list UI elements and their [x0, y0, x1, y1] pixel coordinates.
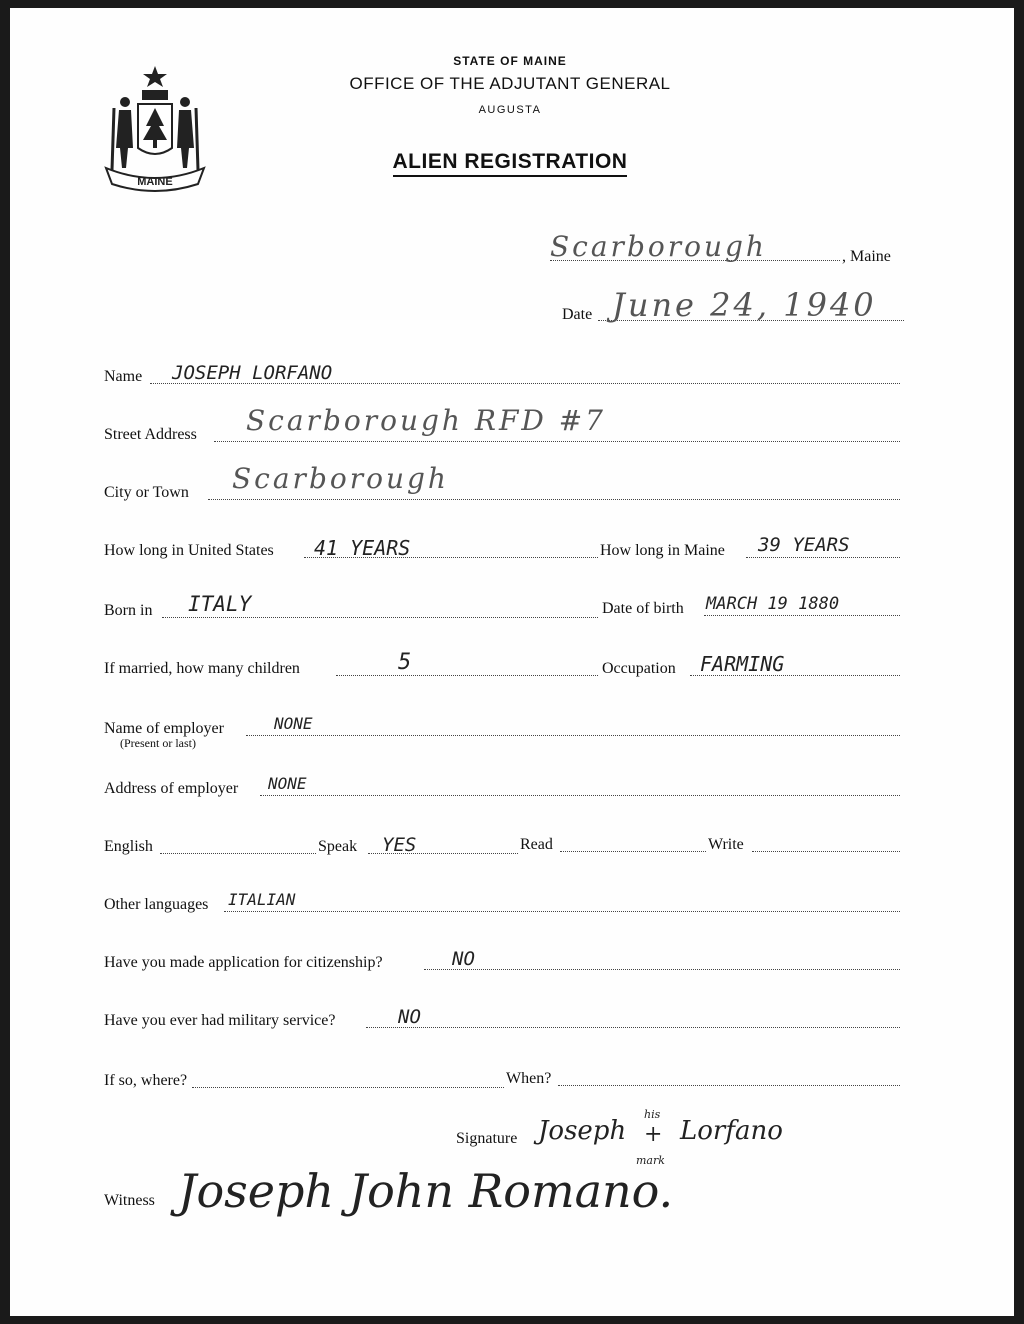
citizenship-line [424, 969, 900, 970]
born-in-label: Born in [104, 602, 153, 619]
maine-state-seal-icon [102, 64, 208, 196]
read-label: Read [520, 836, 553, 853]
seal-banner-text: MAINE [137, 176, 173, 188]
signature-last-name: Lorfano [680, 1116, 783, 1146]
employer-line [246, 735, 900, 736]
street-address-line [214, 441, 900, 442]
us-years-value: 41 YEARS [314, 536, 411, 560]
where-line [192, 1087, 504, 1088]
signature-mark-symbol: + [644, 1122, 663, 1147]
born-in-value: ITALY [188, 592, 252, 616]
employer-address-line [260, 795, 900, 796]
children-line [336, 675, 598, 676]
other-languages-value: ITALIAN [228, 890, 296, 909]
signature-mark-his: his [644, 1108, 661, 1121]
military-line [366, 1027, 900, 1028]
employer-label: Name of employer [104, 720, 224, 737]
maine-years-line [746, 557, 900, 558]
date-of-birth-line [704, 615, 900, 616]
city-label: City or Town [104, 484, 189, 501]
date-label: Date [562, 306, 593, 323]
military-value: NO [398, 1006, 421, 1028]
children-value: 5 [398, 650, 412, 675]
when-line [558, 1085, 900, 1086]
header-office: OFFICE OF THE ADJUTANT GENERAL [349, 74, 671, 93]
signature-mark-word: mark [636, 1154, 665, 1167]
city-line [208, 499, 900, 500]
city-value: Scarborough [232, 462, 449, 495]
header-state: STATE OF MAINE [453, 54, 567, 68]
write-label: Write [708, 836, 744, 853]
date-of-birth-label: Date of birth [602, 600, 684, 617]
name-label: Name [104, 368, 143, 385]
town-handwritten: Scarborough [550, 230, 767, 263]
other-languages-line [224, 911, 900, 912]
maine-years-value: 39 YEARS [758, 534, 850, 556]
witness-label: Witness [104, 1192, 155, 1209]
date-handwritten: June 24, 1940 [612, 286, 877, 324]
maine-years-label: How long in Maine [600, 542, 725, 559]
us-years-label: How long in United States [104, 542, 274, 559]
occupation-label: Occupation [602, 660, 676, 677]
citizenship-label: Have you made application for citizenship? [104, 954, 383, 971]
military-label: Have you ever had military service? [104, 1012, 336, 1029]
english-line [160, 853, 316, 854]
where-label: If so, where? [104, 1072, 188, 1089]
employer-sublabel: (Present or last) [120, 736, 196, 750]
other-languages-label: Other languages [104, 896, 209, 913]
citizenship-value: NO [452, 948, 475, 970]
header-city: AUGUSTA [478, 104, 542, 116]
employer-address-value: NONE [268, 774, 307, 793]
registration-form [10, 8, 1014, 1316]
signature-label: Signature [456, 1130, 518, 1147]
witness-signature: Joseph John Romano. [178, 1164, 674, 1218]
form-title-text: ALIEN REGISTRATION [393, 150, 628, 177]
children-label: If married, how many children [104, 660, 300, 677]
signature-first-name: Joseph [538, 1116, 627, 1146]
maine-label: , Maine [842, 248, 891, 265]
street-address-value: Scarborough RFD #7 [246, 404, 606, 437]
speak-value: YES [382, 834, 417, 856]
english-label: English [104, 838, 153, 855]
born-in-line [162, 617, 598, 618]
employer-value: NONE [274, 714, 313, 733]
occupation-value: FARMING [700, 652, 785, 676]
speak-label: Speak [318, 838, 358, 855]
read-line [560, 851, 706, 852]
when-label: When? [506, 1070, 552, 1087]
write-line [752, 851, 900, 852]
street-address-label: Street Address [104, 426, 197, 443]
date-of-birth-value: MARCH 19 1880 [706, 594, 840, 614]
form-title [310, 150, 710, 174]
name-value: JOSEPH LORFANO [172, 362, 333, 384]
employer-address-label: Address of employer [104, 780, 239, 797]
